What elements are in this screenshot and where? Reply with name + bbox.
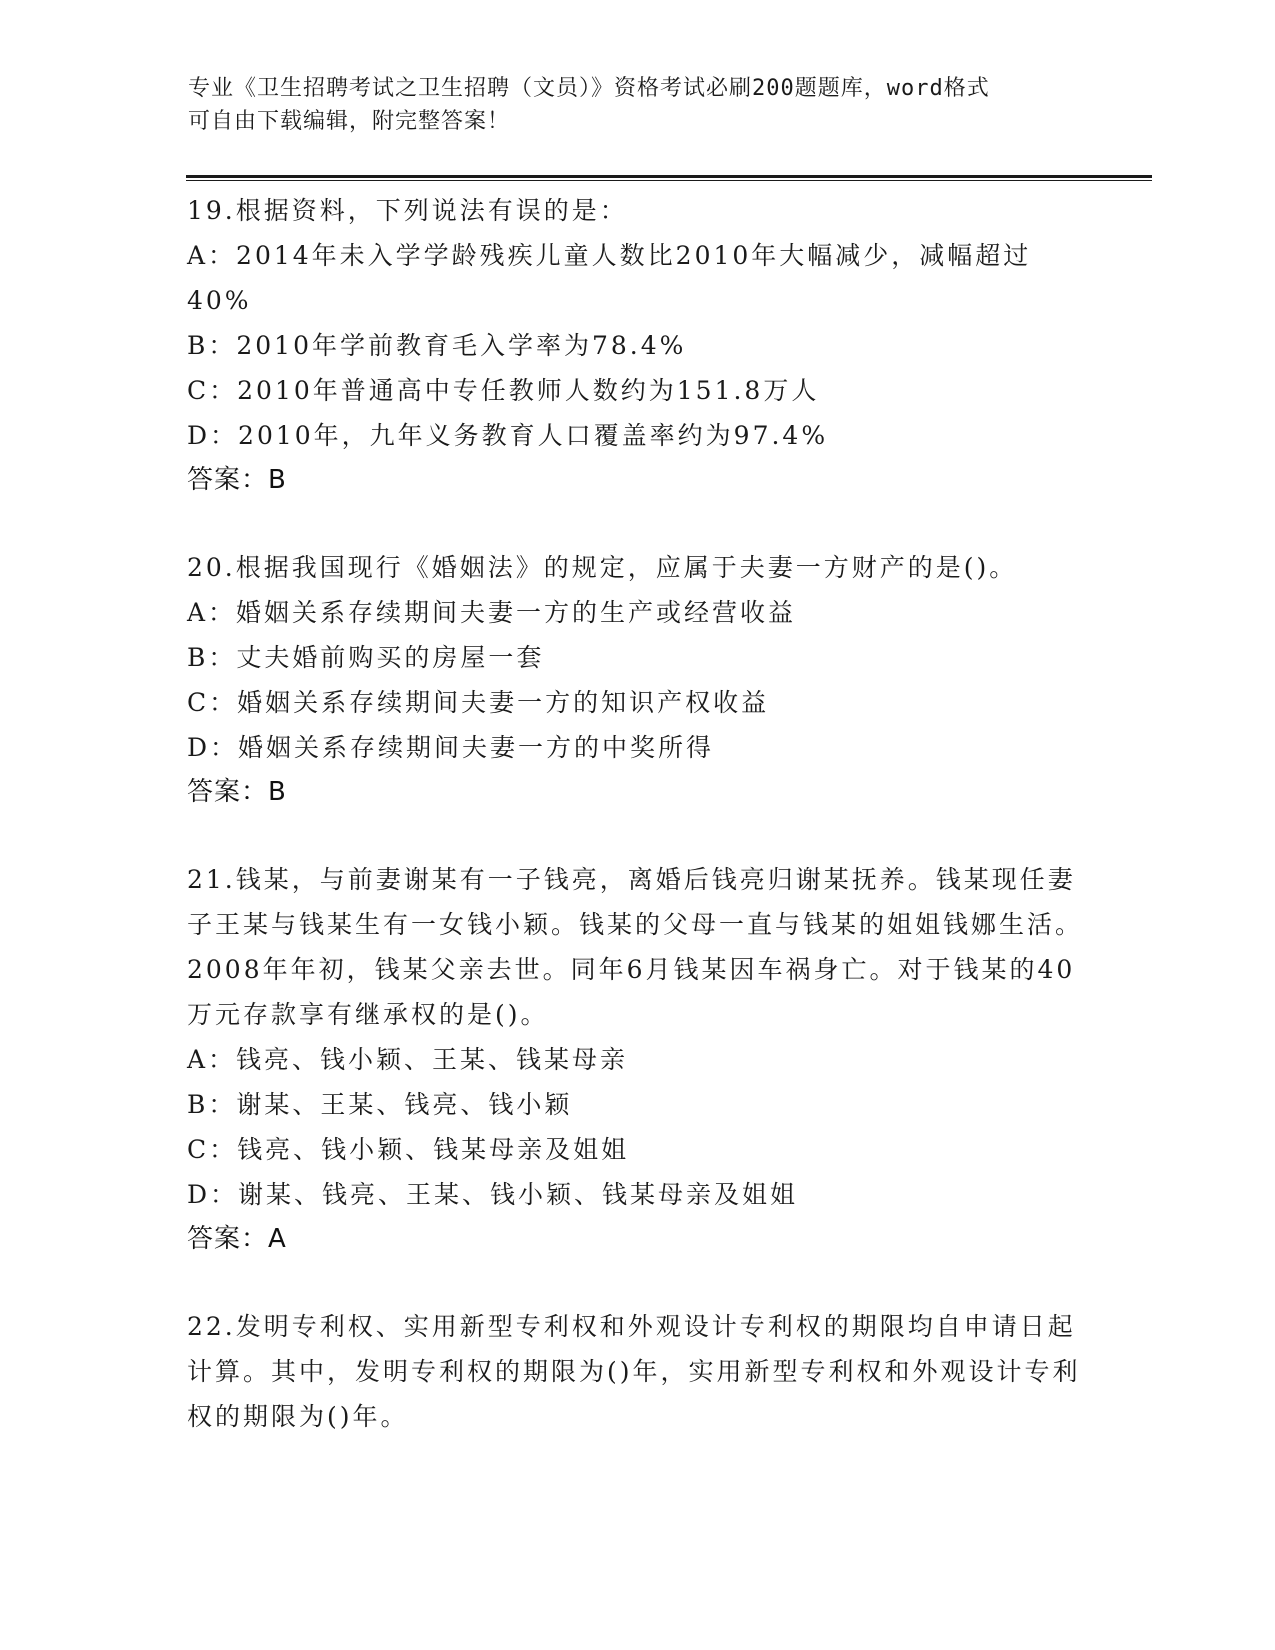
question-stem: 20.根据我国现行《婚姻法》的规定，应属于夫妻一方财产的是()。 bbox=[187, 553, 1018, 582]
answer-line: 答案：B bbox=[187, 777, 287, 807]
question-22 bbox=[187, 1304, 1087, 1439]
question-20 bbox=[187, 545, 1087, 815]
option-c: C：钱亮、钱小颖、钱某母亲及姐姐 bbox=[187, 1135, 630, 1164]
option-d: D：谢某、钱亮、王某、钱小颖、钱某母亲及姐姐 bbox=[187, 1180, 799, 1209]
question-19 bbox=[187, 188, 1087, 503]
answer-line: 答案：B bbox=[187, 465, 287, 495]
option-d: D：2010年，九年义务教育人口覆盖率约为97.4% bbox=[187, 421, 829, 450]
option-c: C：婚姻关系存续期间夫妻一方的知识产权收益 bbox=[187, 688, 770, 717]
header-divider-thick bbox=[186, 175, 1152, 178]
header-line-1: 专业《卫生招聘考试之卫生招聘（文员）》资格考试必刷200题题库，word格式 bbox=[188, 76, 990, 101]
answer-line: 答案：A bbox=[187, 1224, 287, 1254]
option-b: B：丈夫婚前购买的房屋一套 bbox=[187, 643, 545, 672]
option-a: A：2014年未入学学龄残疾儿童人数比2010年大幅减少，减幅超过40% bbox=[187, 241, 1032, 315]
document-header bbox=[188, 72, 1088, 138]
question-stem: 21.钱某，与前妻谢某有一子钱亮，离婚后钱亮归谢某抚养。钱某现任妻子王某与钱某生有一女钱小颖。钱某的父母一直与钱某的姐姐钱娜生活。2008年年初，钱某父亲去世。同年6月钱某因车祸身亡。对于钱某的40万元存款享有继承权的是()。 bbox=[187, 865, 1084, 1029]
question-stem: 19.根据资料，下列说法有误的是： bbox=[187, 196, 628, 225]
option-b: B：2010年学前教育毛入学率为78.4% bbox=[187, 331, 687, 360]
option-d: D：婚姻关系存续期间夫妻一方的中奖所得 bbox=[187, 733, 715, 762]
option-b: B：谢某、王某、钱亮、钱小颖 bbox=[187, 1090, 573, 1119]
option-c: C：2010年普通高中专任教师人数约为151.8万人 bbox=[187, 376, 820, 405]
question-21 bbox=[187, 857, 1087, 1262]
question-stem: 22.发明专利权、实用新型专利权和外观设计专利权的期限均自申请日起计算。其中，发明专利权的期限为()年，实用新型专利权和外观设计专利权的期限为()年。 bbox=[187, 1312, 1081, 1431]
question-list bbox=[187, 188, 1087, 1481]
option-a: A：钱亮、钱小颖、王某、钱某母亲 bbox=[187, 1045, 629, 1074]
header-divider-thin bbox=[186, 180, 1152, 181]
header-line-2: 可自由下载编辑，附完整答案！ bbox=[188, 109, 511, 134]
option-a: A：婚姻关系存续期间夫妻一方的生产或经营收益 bbox=[187, 598, 797, 627]
